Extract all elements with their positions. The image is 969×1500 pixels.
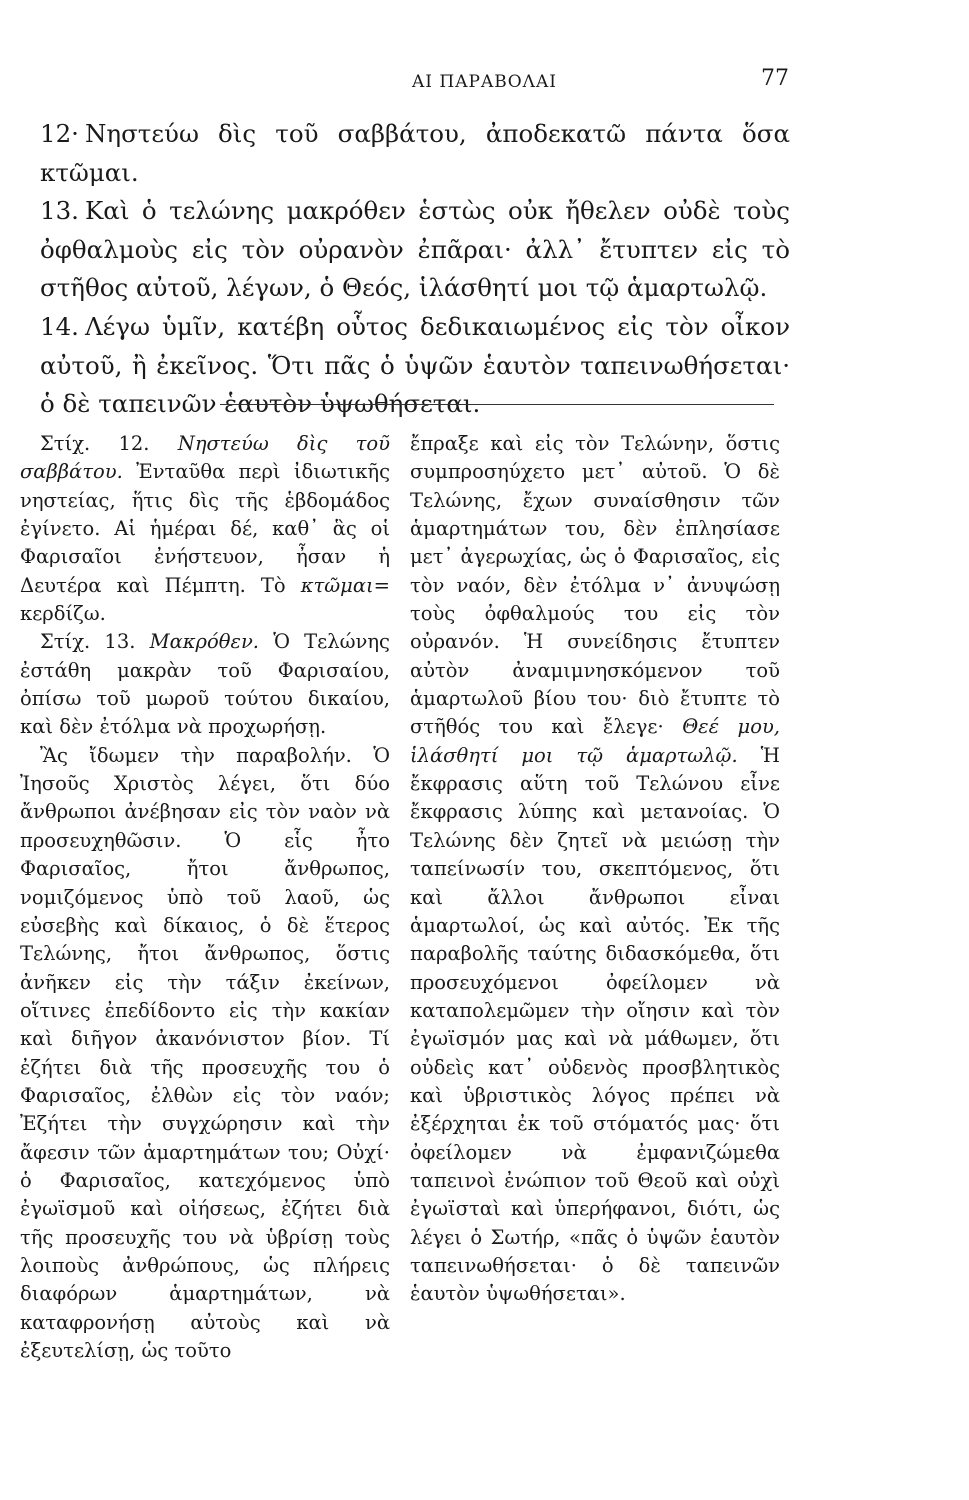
scripture-text [20, 115, 790, 424]
commentary-text: Ἂς ἴδωμεν τὴν παραβολήν. Ὁ Ἰησοῦς Χριστὸς λέγει, ὅτι δύο ἄνθρωποι ἀνέβησαν εἰς τὸν ναὸν νὰ προσευχηθῶσιν. Ὁ εἷς ἦτο Φαρισαῖος, ἤτοι ἄνθρωπος, νομιζόμενος ὑπὸ τοῦ λαοῦ, ὡς εὐσεβὴς καὶ δίκαιος, ὁ δὲ ἕτερος Τελώνης, ἤτοι ἄνθρωπος, ὅστις ἀνῆκεν εἰς τὴν τάξιν ἐκείνων, οἵτινες ἐπεδίδοντο εἰς τὴν κακίαν καὶ διῆγον ἀκανόνιστον βίον. Τί ἐζήτει διὰ τῆς προσευχῆς του ὁ Φαρισαῖος, ἐλθὼν εἰς τὸν ναόν; Ἐζήτει τὴν συγχώρησιν καὶ τὴν ἄφεσιν τῶν ἁμαρτημάτων του; Οὐχί· ὁ Φαρισαῖος, κατεχόμενος ὑπὸ ἐγωϊσμοῦ καὶ οἰήσεως, ἐζήτει διὰ τῆς προσευχῆς του νὰ ὑβρίσῃ τοὺς λοιποὺς ἀνθρώπους, ὡς πλήρεις διαφόρων ἁμαρτημάτων, νὰ καταφρονήσῃ αὐτοὺς καὶ νὰ ἐξευτελίσῃ, ὡς τοῦτο [20, 743, 390, 1362]
commentary-paragraph [20, 430, 390, 628]
verse-14 [20, 308, 790, 424]
section-divider [220, 404, 774, 405]
commentary-left-column [20, 430, 390, 1365]
verse-text: Λέγω ὑμῖν, κατέβη οὗτος δεδικαιωμένος εἰς τὸν οἶκον αὐτοῦ, ἢ ἐκεῖνος. Ὅτι πᾶς ὁ ὑψῶν ἑαυτὸν ταπεινωθήσεται· ὁ δὲ ταπεινῶν ἑαυτὸν ὑψωθήσεται. [40, 311, 790, 419]
verse-reference: Στίχ. 13. [40, 630, 136, 654]
commentary-paragraph [20, 628, 390, 741]
lemma: κτῶμαι [300, 573, 374, 597]
lemma: Μακρόθεν. [149, 630, 260, 654]
commentary-paragraph [410, 430, 780, 1309]
verse-number: 13. [40, 196, 79, 226]
commentary-text: Ἐνταῦθα περὶ ἰδιωτικῆς νηστείας, ἥτις δὶς τῆς ἑβδομάδος ἐγίνετο. Αἱ ἡμέραι δέ, καθ᾽ ἃς οἱ Φαρισαῖοι ἐνήστευον, ἦσαν ἡ Δευτέρα καὶ Πέμπτη. Τὸ [20, 460, 390, 597]
commentary-text: Ὁ Τελώνης ἐστάθη μακρὰν τοῦ Φαρισαίου, ὀπίσω τοῦ μωροῦ τούτου δικαίου, καὶ δὲν ἐτόλμα νὰ προχωρήσῃ. [20, 630, 390, 739]
page-number: 77 [761, 66, 789, 91]
verse-text: Καὶ ὁ τελώνης μακρόθεν ἑστὼς οὐκ ἤθελεν οὐδὲ τοὺς ὀφθαλμοὺς εἰς τὸν οὐρανὸν ἐπᾶραι· ἀλλ᾽ ἔτυπτεν εἰς τὸ στῆθος αὐτοῦ, λέγων, ὁ Θεός, ἱλάσθητί μοι τῷ ἁμαρτωλῷ. [40, 196, 790, 303]
lemma: Νηστεύω δὶς τοῦ σαββάτου. [20, 432, 390, 484]
verse-13 [20, 192, 790, 308]
running-title: ΑΙ ΠΑΡΑΒΟΛΑΙ [412, 72, 557, 92]
verse-number: 14. [40, 311, 79, 341]
commentary-text: ἔπραξε καὶ εἰς τὸν Τελώνην, ὅστις συμπροσηύχετο μετ᾽ αὐτοῦ. Ὁ δὲ Τελώνης, ἔχων συναίσθησιν τῶν ἁμαρτημάτων του, δὲν ἐπλησίασε μετ᾽ ἀγερωχίας, ὡς ὁ Φαρισαῖος, εἰς τὸν ναόν, δὲν ἐτόλμα ν᾽ ἀνυψώσῃ τοὺς ὀφθαλμούς του εἰς τὸν οὐρανόν. Ἡ συνείδησις ἔτυπτεν αὐτὸν ἀναμιμνησκόμενον τοῦ ἁμαρτωλοῦ βίου του· διὸ ἔτυπτε τὸ στῆθός του καὶ ἔλεγε· [410, 432, 780, 739]
verse-number: 12· [40, 119, 79, 148]
verse-text: Νηστεύω δὶς τοῦ σαββάτου, ἀποδεκατῶ πάντα ὅσα κτῶμαι. [40, 119, 790, 187]
commentary-text: = κερδίζω. [20, 573, 390, 626]
commentary-right-column [410, 430, 780, 1309]
verse-12 [20, 115, 790, 192]
commentary-text: Ἡ ἔκφρασις αὕτη τοῦ Τελώνου εἶνε ἔκφρασις λύπης καὶ μετανοίας. Ὁ Τελώνης δὲν ζητεῖ νὰ μειώσῃ τὴν ταπείνωσίν του, σκεπτόμενος, ὅτι καὶ ἄλλοι ἄνθρωποι εἶναι ἁμαρτωλοί, ὡς καὶ αὐτός. Ἐκ τῆς παραβολῆς ταύτης διδασκόμεθα, ὅτι προσευχόμενοι ὀφείλομεν νὰ καταπολεμῶμεν τὴν οἴησιν καὶ τὸν ἐγωϊσμόν μας καὶ νὰ μάθωμεν, ὅτι οὐδεὶς κατ᾽ οὐδενὸς προσβλητικὸς καὶ ὑβριστικὸς λόγος πρέπει νὰ ἐξέρχηται ἐκ τοῦ στόματός μας· ὅτι ὀφείλομεν νὰ ἐμφανιζώμεθα ταπεινοὶ ἐνώπιον τοῦ Θεοῦ καὶ οὐχὶ ἐγωϊσταὶ καὶ ὑπερήφανοι, διότι, ὡς λέγει ὁ Σωτήρ, «πᾶς ὁ ὑψῶν ἑαυτὸν ταπεινωθήσεται· ὁ δὲ ταπεινῶν ἑαυτὸν ὑψωθήσεται». [410, 743, 780, 1306]
commentary-paragraph [20, 742, 390, 1366]
verse-reference: Στίχ. 12. [40, 432, 150, 455]
page-header [0, 66, 969, 96]
quotation: Θεέ μου, ἱλάσθητί μοι τῷ ἁμαρτωλῷ. [410, 715, 780, 767]
